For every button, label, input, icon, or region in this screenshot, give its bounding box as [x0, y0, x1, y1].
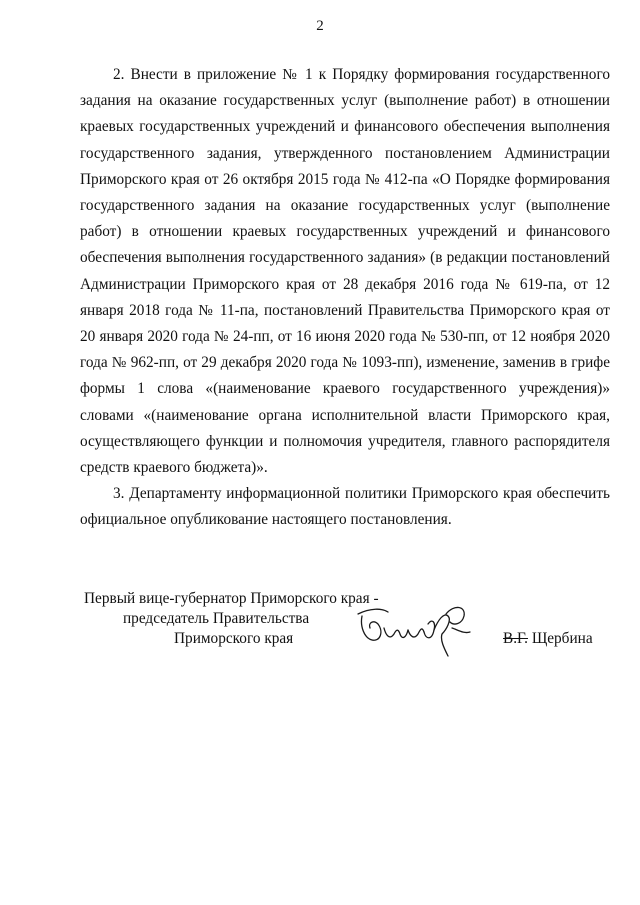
signatory-name — [503, 628, 593, 649]
signatory-initials: В.Г. — [503, 630, 528, 647]
page-number: 2 — [316, 18, 324, 34]
paragraph-3: 3. Департаменту информационной политики Приморского края обеспечить официальное опубликование настоящего постановления. — [80, 485, 610, 529]
signatory-title-line-1: Первый вице-губернатор Приморского края - — [84, 590, 379, 607]
signature-block — [80, 588, 620, 668]
signatory-title-line-3: Приморского края — [174, 630, 294, 647]
paragraph-2: 2. Внести в приложение № 1 к Порядку формирования государственного задания на оказание государственных услуг (выполнение работ) в отношении краевых государственных учреждений и финансового обеспечения выполнения государственного задания, утвержденного постановлением Администрации Приморского края от 26 октября 2015 года № 412-па «О Порядке формирования государственного задания на оказание государственных услуг (выполнение работ) в отношении краевых государственных учреждений и финансового обеспечения выполнения государственного задания» (в редакции постановлений Администрации Приморского края от 28 декабря 2016 года № 619-па, от 12 января 2018 года № 11-па, постановлений Правительства Приморского края от 20 января 2020 года № 24-пп, от 16 июня 2020 года № 530-пп, от 12 ноября 2020 года № 962-пп, от 29 декабря 2020 года № 1093-пп), изменение, заменив в грифе формы 1 слова «(наименование краевого государственного учреждения)» словами «(наименование органа исполнительной власти Приморского края, осуществляющего функции и полномочия учредителя, главного распорядителя средств краевого бюджета)». — [80, 66, 610, 477]
signatory-surname: Щербина — [531, 630, 593, 647]
handwritten-signature — [348, 590, 478, 660]
signatory-title-line-2: председатель Правительства — [123, 610, 310, 627]
document-body — [80, 62, 610, 534]
